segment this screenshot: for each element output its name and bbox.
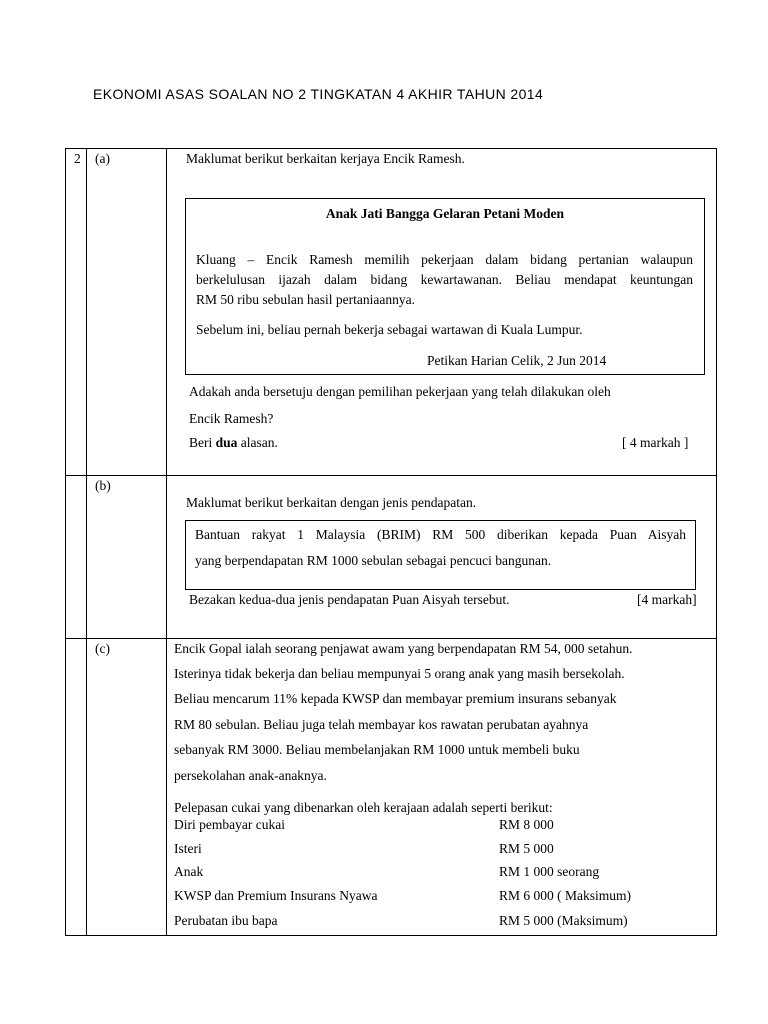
brim-line-1: Bantuan rakyat 1 Malaysia (BRIM) RM 500 diberikan kepada Puan Aisyah bbox=[195, 527, 686, 542]
part-b-marks: [4 markah] bbox=[637, 592, 697, 607]
brim-line-2: yang berpendapatan RM 1000 sebulan sebagai pencuci bangunan. bbox=[195, 553, 552, 568]
column-divider-2 bbox=[166, 148, 167, 936]
relief-intro: Pelepasan cukai yang dibenarkan oleh kerajaan adalah seperti berikut: bbox=[174, 800, 553, 815]
article-line-2: berkelulusan ijazah dalam bidang kewartawanan. Beliau mendapat keuntungan bbox=[196, 272, 693, 287]
article-para-2: Sebelum ini, beliau pernah bekerja sebagai wartawan di Kuala Lumpur. bbox=[196, 322, 583, 337]
relief-item: Perubatan ibu bapa bbox=[174, 913, 278, 928]
part-a-label: (a) bbox=[95, 151, 110, 166]
article-headline: Anak Jati Bangga Gelaran Petani Moden bbox=[325, 206, 565, 221]
relief-item: Diri pembayar cukai bbox=[174, 817, 285, 832]
relief-amount: RM 8 000 bbox=[499, 817, 554, 832]
part-a-marks: [ 4 markah ] bbox=[622, 435, 689, 450]
page-title: EKONOMI ASAS SOALAN NO 2 TINGKATAN 4 AKHIR TAHUN 2014 bbox=[93, 86, 544, 102]
relief-item: Isteri bbox=[174, 841, 202, 856]
row-divider-bc bbox=[65, 638, 717, 639]
instruction-bold: dua bbox=[215, 435, 238, 450]
part-c-label: (c) bbox=[95, 641, 110, 656]
row-divider-ab bbox=[65, 475, 717, 476]
part-a-intro: Maklumat berikut berkaitan kerjaya Encik Ramesh. bbox=[186, 151, 465, 166]
instruction-prefix: Beri bbox=[189, 435, 213, 450]
article-line-3: RM 50 ribu sebulan hasil pertaniaannya. bbox=[196, 292, 415, 307]
part-a-question-line-1: Adakah anda bersetuju dengan pemilihan pekerjaan yang telah dilakukan oleh bbox=[189, 384, 611, 399]
part-a-instruction bbox=[189, 435, 278, 451]
relief-amount: RM 5 000 bbox=[499, 841, 554, 856]
article-source: Petikan Harian Celik, 2 Jun 2014 bbox=[427, 353, 607, 368]
relief-item: KWSP dan Premium Insurans Nyawa bbox=[174, 888, 378, 903]
relief-amount: RM 5 000 (Maksimum) bbox=[499, 913, 628, 928]
part-b-intro: Maklumat berikut berkaitan dengan jenis pendapatan. bbox=[186, 495, 477, 510]
part-c-line-4: RM 80 sebulan. Beliau juga telah membayar kos rawatan perubatan ayahnya bbox=[174, 717, 589, 732]
instruction-suffix: alasan. bbox=[240, 435, 278, 450]
part-c-line-3: Beliau mencarum 11% kepada KWSP dan membayar premium insurans sebanyak bbox=[174, 691, 617, 706]
part-c-line-5: sebanyak RM 3000. Beliau membelanjakan RM 1000 untuk membeli buku bbox=[174, 742, 580, 757]
question-number: 2 bbox=[74, 151, 81, 166]
relief-amount: RM 1 000 seorang bbox=[499, 864, 600, 879]
part-b-label: (b) bbox=[95, 478, 111, 493]
part-c-line-1: Encik Gopal ialah seorang penjawat awam yang berpendapatan RM 54, 000 setahun. bbox=[174, 641, 633, 656]
relief-item: Anak bbox=[174, 864, 204, 879]
part-b-question: Bezakan kedua-dua jenis pendapatan Puan Aisyah tersebut. bbox=[189, 592, 510, 607]
part-a-question-line-2: Encik Ramesh? bbox=[189, 411, 274, 426]
column-divider-1 bbox=[86, 148, 87, 936]
part-c-line-2: Isterinya tidak bekerja dan beliau mempunyai 5 orang anak yang masih bersekolah. bbox=[174, 666, 625, 681]
article-line-1: Kluang – Encik Ramesh memilih pekerjaan dalam bidang pertanian walaupun bbox=[196, 252, 693, 267]
part-c-line-6: persekolahan anak-anaknya. bbox=[174, 768, 327, 783]
relief-amount: RM 6 000 ( Maksimum) bbox=[499, 888, 632, 903]
